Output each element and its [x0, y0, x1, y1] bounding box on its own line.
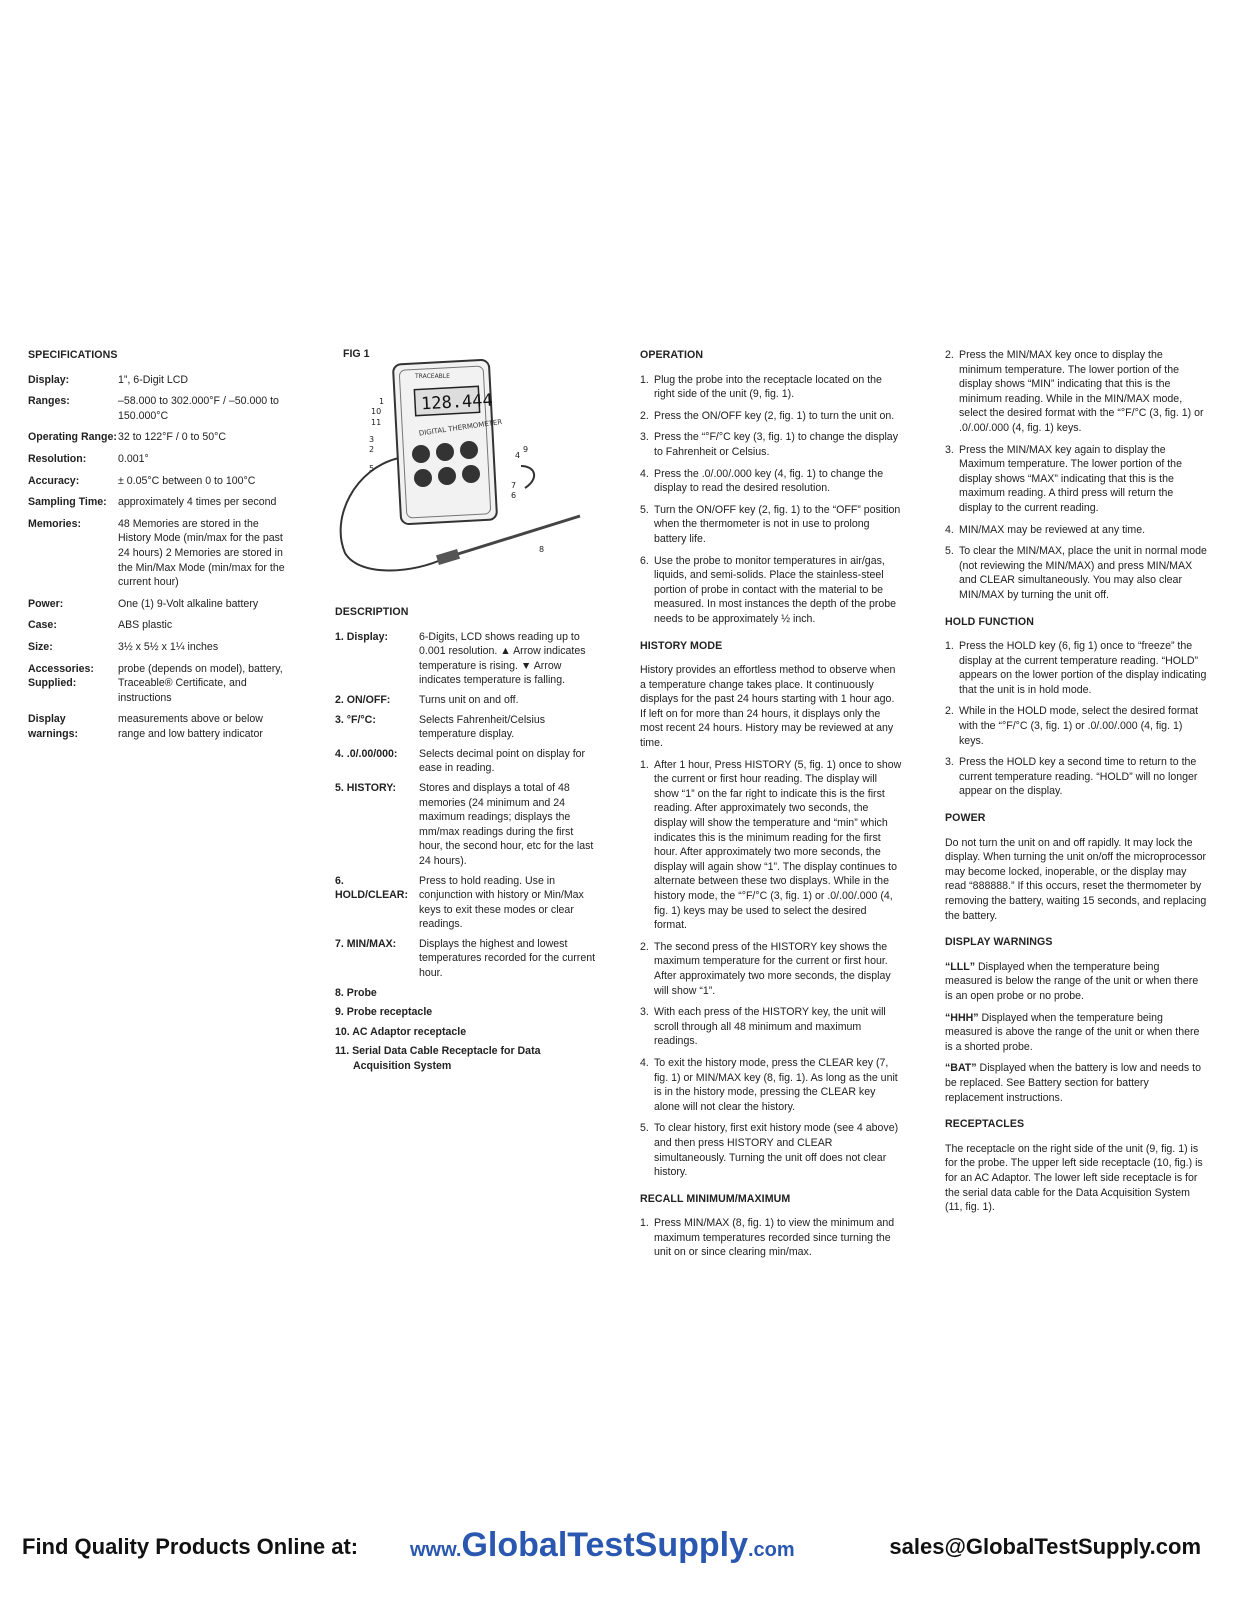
spec-row	[28, 618, 290, 633]
description-row	[335, 693, 597, 708]
list-number: 2.	[945, 349, 954, 361]
spec-row	[28, 597, 290, 612]
history-list	[640, 758, 902, 1180]
warning-text: Displayed when the temperature being measured is above the range of the unit or when there is a shorted probe.	[945, 1011, 1200, 1053]
history-text: With each press of the HISTORY key, the unit will scroll through all 48 minimum and maximum readings.	[654, 1006, 886, 1048]
recall-text: Press MIN/MAX (8, fig. 1) to view the minimum and maximum temperatures recorded since turning the unit on or since clearing min/max.	[654, 1217, 895, 1259]
probe-line	[445, 516, 580, 558]
description-key: 3. °F/°C:	[335, 713, 376, 726]
list-number: 5.	[640, 1122, 649, 1135]
spec-value: measurements above or below range and low battery indicator	[118, 713, 263, 740]
history-item	[640, 1005, 902, 1049]
description-value: Turns unit on and off.	[419, 693, 519, 706]
hold-text: While in the HOLD mode, select the desired format with the “°F/°C (3, fig. 1) or .0/.00/.000 (4, fig. 1) keys.	[959, 705, 1199, 747]
power-heading: POWER	[945, 812, 986, 825]
history-item	[640, 1056, 902, 1114]
history-item	[640, 758, 902, 933]
recall-continued-text: Press the MIN/MAX key once to display the minimum temperature. The lower portion of the display shows “MIN” indicating that this is the minimum reading. While in the MIN/MAX mode, select the desired format with the “°F/°C (3, fig. 1) or .0/.00/.000 (4, fig. 1) keys.	[959, 349, 1204, 434]
callout-1: 1	[379, 397, 385, 406]
operation-text: Press the .0/.00/.000 key (4, fig. 1) to change the display to read the desired resolution.	[654, 467, 884, 495]
hold-item	[945, 704, 1207, 748]
list-number: 4.	[640, 1056, 649, 1069]
spec-row	[28, 495, 290, 510]
button-fc	[436, 443, 454, 461]
list-number: 3.	[640, 431, 649, 444]
thermometer-illustration	[335, 348, 597, 588]
hold-list	[945, 639, 1207, 799]
description-key: 1. Display:	[335, 630, 388, 643]
spec-key: Display:	[28, 373, 70, 386]
spec-row	[28, 373, 290, 388]
spec-row	[28, 430, 290, 445]
spec-value: 3½ x 5½ x 1¼ inches	[118, 640, 219, 653]
hold-text: Press the HOLD key a second time to return to the current temperature reading. “HOLD” will no longer appear on the display.	[959, 756, 1198, 798]
spec-value: –58.000 to 302.000°F / –50.000 to 150.000°C	[118, 395, 279, 422]
description-value: Selects decimal point on display for ease in reading.	[419, 747, 586, 775]
spec-key: Size:	[28, 640, 53, 653]
hold-item	[945, 639, 1207, 697]
description-section	[335, 605, 597, 1079]
spec-value: 0.001°	[118, 452, 149, 465]
description-item: 11. Serial Data Cable Receptacle for Data Acquisition System	[335, 1045, 541, 1073]
spec-value: One (1) 9-Volt alkaline battery	[118, 597, 259, 610]
spec-key: Sampling Time:	[28, 496, 107, 509]
warning-item	[945, 1061, 1207, 1105]
list-number: 2.	[640, 940, 649, 953]
callout-4: 4	[515, 451, 521, 460]
callout-7: 7	[511, 481, 517, 490]
footer-tagline: Find Quality Products Online at:	[22, 1534, 359, 1559]
callout-9: 9	[523, 445, 529, 454]
spec-value: 32 to 122°F / 0 to 50°C	[118, 431, 227, 444]
specifications-list	[28, 373, 290, 742]
spec-value: ± 0.05°C between 0 to 100°C	[118, 474, 256, 487]
callout-10: 10	[371, 407, 382, 416]
url-main: GlobalTestSupply	[461, 1526, 748, 1564]
spec-key: Power:	[28, 597, 64, 610]
description-value: Press to hold reading. Use in conjunction with history or Min/Max keys to exit these modes or clear readings.	[419, 874, 584, 931]
list-number: 1.	[945, 640, 954, 653]
hold-text: Press the HOLD key (6, fig 1) once to “freeze” the display at the current temperature reading. “HOLD” appears on the lower portion of the display indicating that the unit is in hold mode.	[959, 640, 1207, 696]
description-item: 10. AC Adaptor receptacle	[335, 1025, 467, 1038]
description-value: 6-Digits, LCD shows reading up to 0.001 resolution. ▲ Arrow indicates temperature is rising. ▼ Arrow indicates temperature is falling.	[419, 630, 586, 687]
operation-column	[640, 348, 902, 1267]
warnings-list	[945, 960, 1207, 1105]
description-list	[335, 630, 597, 981]
device-body	[393, 360, 497, 525]
recall-continued-item	[945, 544, 1207, 602]
hold-item	[945, 755, 1207, 799]
spec-row	[28, 517, 290, 590]
url-suffix: .com	[748, 1539, 795, 1561]
description-item: 8. Probe	[335, 986, 377, 999]
description-key: 4. .0/.00/000:	[335, 747, 398, 760]
history-item	[640, 940, 902, 998]
description-heading: DESCRIPTION	[335, 606, 409, 618]
operation-text: Use the probe to monitor temperatures in air/gas, liquids, and semi-solids. Place the stainless-steel portion of probe in contact with the material to be measured. In most instances the depth of the probe needs to be approximately ½ inch.	[654, 554, 897, 625]
recall-continued-text: To clear the MIN/MAX, place the unit in normal mode (not reviewing the MIN/MAX) and press MIN/MAX and CLEAR simultaneously. You may also clear MIN/MAX by turning the unit off.	[959, 545, 1207, 601]
figure-label: FIG 1	[343, 348, 370, 360]
description-value: Stores and displays a total of 48 memories (24 minimum and 24 maximum readings; displays the mm/max readings during the first hour, the second hour, etc for the last 24 hours).	[419, 781, 594, 867]
spec-key: Case:	[28, 619, 57, 632]
figure-1	[335, 348, 597, 588]
recall-list	[640, 1216, 902, 1260]
operation-item	[640, 554, 902, 627]
list-number: 1.	[640, 758, 649, 771]
recall-continued-text: MIN/MAX may be reviewed at any time.	[959, 523, 1146, 536]
operation-item	[640, 430, 902, 459]
spec-key: Memories:	[28, 517, 81, 530]
list-number: 1.	[640, 373, 649, 386]
callout-5: 5	[369, 464, 375, 473]
spec-row	[28, 452, 290, 467]
history-item	[640, 1121, 902, 1179]
button-decimal	[460, 441, 478, 459]
warning-text: Displayed when the battery is low and needs to be replaced. See Battery section for battery replacement instructions.	[945, 1062, 1201, 1104]
operation-text: Turn the ON/OFF key (2, fig. 1) to the “OFF” position when the thermometer is not in use to prolong battery life.	[654, 503, 901, 545]
description-row	[335, 713, 597, 742]
description-row	[335, 781, 597, 869]
footer-email-link[interactable]: sales@GlobalTestSupply.com	[889, 1534, 1201, 1559]
spec-row	[28, 712, 290, 741]
device-text: DIGITAL THERMOMETER	[418, 417, 503, 438]
operation-heading: OPERATION	[640, 349, 704, 361]
button-hold	[438, 467, 456, 485]
history-text: To clear history, first exit history mode (see 4 above) and then press HISTORY and CLEAR simultaneously. Turning the unit off does not clear history.	[654, 1122, 899, 1179]
recall-continued-list	[945, 348, 1207, 603]
callout-3: 3	[369, 435, 375, 444]
operation-list	[640, 373, 902, 627]
description-value: Displays the highest and lowest temperatures recorded for the current hour.	[419, 937, 596, 980]
spec-value: 1”, 6-Digit LCD	[118, 373, 189, 386]
probe-handle	[436, 549, 460, 565]
spec-row	[28, 394, 290, 423]
spec-row	[28, 662, 290, 706]
operation-text: Plug the probe into the receptacle located on the right side of the unit (9, fig. 1).	[654, 373, 882, 401]
operation-text: Press the ON/OFF key (2, fig. 1) to turn the unit on.	[654, 409, 895, 422]
button-onoff	[412, 445, 430, 463]
right-column	[945, 348, 1207, 1222]
warning-item	[945, 1011, 1207, 1055]
description-key: 2. ON/OFF:	[335, 693, 391, 706]
button-history	[414, 469, 432, 487]
url-prefix: www.	[410, 1539, 462, 1561]
spec-key: Operating Range:	[28, 431, 117, 444]
history-text: After 1 hour, Press HISTORY (5, fig. 1) once to show the current or first hour reading. The display will show “1” on the far right to indicate this is the first reading. After approximately two seconds, the display will show the temperature and “min” which indicates this is the minimum reading for the first hour. After approximately two more seconds, the display will again show “1”. The display continues to alternate between these two displays. While in the history mode, the “°F/°C (3, fig. 1) or .0/.00/.000 (4, fig. 1) keys may be used to select the desired format.	[654, 758, 902, 932]
warning-code: “LLL”	[945, 960, 976, 973]
callout-2: 2	[369, 445, 375, 454]
history-heading: HISTORY MODE	[640, 639, 723, 652]
spec-key: Display warnings:	[28, 713, 79, 740]
device-brand: TRACEABLE	[415, 373, 450, 380]
recall-continued-item	[945, 348, 1207, 436]
probe-cable-right	[521, 466, 534, 488]
description-key: 6. HOLD/CLEAR:	[335, 874, 408, 902]
spec-key: Accessories: Supplied:	[28, 662, 94, 690]
spec-row	[28, 640, 290, 655]
description-item: 9. Probe receptacle	[335, 1006, 433, 1019]
list-number: 2.	[945, 705, 954, 718]
list-number: 5.	[945, 545, 954, 558]
description-row	[335, 630, 597, 688]
warnings-heading: DISPLAY WARNINGS	[945, 936, 1053, 949]
warning-code: “BAT”	[945, 1062, 977, 1075]
callout-6: 6	[511, 491, 517, 500]
recall-item	[640, 1216, 902, 1260]
list-number: 5.	[640, 503, 649, 516]
description-value: Selects Fahrenheit/Celsius temperature display.	[419, 713, 546, 741]
recall-heading: RECALL MINIMUM/MAXIMUM	[640, 1192, 791, 1205]
list-number: 2.	[640, 409, 649, 422]
power-text: Do not turn the unit on and off rapidly. It may lock the display. When turning the unit on/off the microprocessor may become locked, inoperable, or the display may read “888888.” If this occurs, reset the thermometer by removing the battery, waiting 15 seconds, and replacing the battery.	[945, 836, 1207, 922]
operation-item	[640, 373, 902, 402]
receptacles-heading: RECEPTACLES	[945, 1118, 1025, 1131]
list-number: 6.	[640, 554, 649, 567]
spec-row	[28, 474, 290, 489]
spec-value: ABS plastic	[118, 619, 173, 632]
footer	[0, 1526, 1237, 1586]
spec-key: Ranges:	[28, 395, 70, 408]
description-key: 7. MIN/MAX:	[335, 937, 397, 950]
recall-continued-text: Press the MIN/MAX key again to display the Maximum temperature. The lower portion of the display shows “MAX” indicating that this is the maximum reading. A third press will return the display to the current reading.	[959, 443, 1182, 514]
list-number: 3.	[945, 756, 954, 769]
list-number: 3.	[640, 1006, 649, 1019]
warning-code: “HHH”	[945, 1011, 979, 1024]
lcd-reading: 128.444	[420, 390, 494, 415]
description-key: 5. HISTORY:	[335, 781, 397, 794]
history-intro: History provides an effortless method to observe when a temperature change takes place. It continuously displays for the past 24 hours starting with 1 hour ago. If left on for more than 24 hours, it displays only the most recent 24 hours. History may be reviewed at any time.	[640, 664, 896, 750]
operation-text: Press the “°F/°C key (3, fig. 1) to change the display to Fahrenheit or Celsius.	[654, 431, 898, 458]
description-row	[335, 747, 597, 776]
description-plain-list	[335, 986, 597, 1074]
history-text: The second press of the HISTORY key shows the maximum temperature for the current or first hour. After approximately two more seconds, the display will show “1”.	[654, 940, 891, 997]
operation-item	[640, 503, 902, 547]
receptacles-text: The receptacle on the right side of the unit (9, fig. 1) is for the probe. The upper left side receptacle (10, fig.) is for an AC Adaptor. The lower left side receptacle is for the serial data cable for the Data Acquisition System (11, fig. 1).	[945, 1142, 1203, 1214]
description-row	[335, 874, 597, 932]
list-number: 3.	[945, 443, 954, 456]
list-number: 4.	[945, 523, 954, 536]
footer-website-link[interactable]	[410, 1526, 795, 1565]
list-number: 4.	[640, 467, 649, 480]
spec-key: Resolution:	[28, 452, 87, 465]
callout-8: 8	[539, 545, 545, 554]
spec-key: Accuracy:	[28, 474, 80, 487]
recall-continued-item	[945, 523, 1207, 538]
spec-value: 48 Memories are stored in the History Mode (min/max for the past 24 hours) 2 Memories are stored in the Min/Max Mode (min/max for the current hour)	[118, 517, 285, 589]
description-row	[335, 937, 597, 981]
list-number: 1.	[640, 1217, 649, 1230]
callout-11: 11	[371, 418, 382, 427]
operation-item	[640, 409, 902, 424]
spec-value: probe (depends on model), battery, Traceable® Certificate, and instructions	[118, 662, 283, 704]
operation-item	[640, 467, 902, 496]
specifications-heading: SPECIFICATIONS	[28, 349, 118, 361]
specifications-section	[28, 348, 290, 748]
spec-value: approximately 4 times per second	[118, 496, 277, 509]
button-minmax	[462, 465, 480, 483]
warning-text: Displayed when the temperature being measured is below the range of the unit or when there is an open probe or no probe.	[945, 960, 1199, 1002]
recall-continued-item	[945, 443, 1207, 516]
history-text: To exit the history mode, press the CLEAR key (7, fig. 1) or MIN/MAX key (8, fig. 1). As long as the unit is in the history mode, pressing the CLEAR key alone will not clear the history.	[654, 1056, 898, 1113]
warning-item	[945, 960, 1207, 1004]
hold-heading: HOLD FUNCTION	[945, 615, 1034, 628]
